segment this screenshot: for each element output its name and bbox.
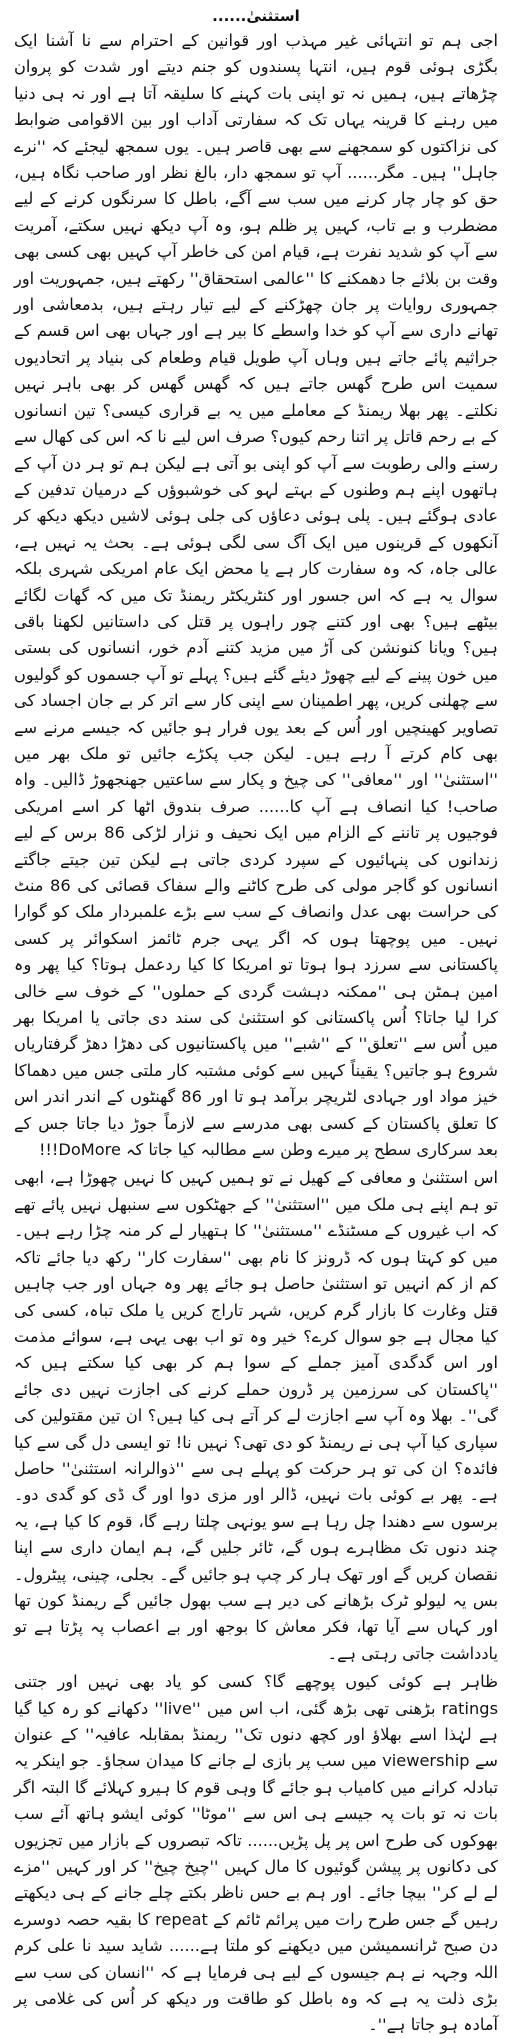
article-title: استثنیٰ...... [212,7,300,25]
article-paragraph-3: ظاہر ہے کوئی کیوں پوچھے گا؟ کسی کو یاد بھی نہیں اور جتنی ratings بڑھنی تھی بڑھ گئی، اب اس میں ''live'' دکھانے کو رہ کیا گیا ہے لہٰذا اسے بھلاؤ اور کچھ دنوں تک'' ریمنڈ بمقابلہ عافیہ'' کے عنوان سے viewership میں سب پر بازی لے جانے کا میدان سجاؤ۔ جو اینکر یہ تبادلہ کرانے میں کامیاب ہو جائے گا وہی قوم کا ہیرو کہلائے گا البتہ اگر بات نہ تو بات پہ جیسے ہی اس سے ''موٹا'' کوئی ایشو ہاتھ آئے سب بھوکوں کی طرح اس پر پل پڑیں...... تاکہ تبصروں کے بازار میں تجزیوں کی دکانوں پر پیشن گوئیوں کا مال کہیں ''چیخ چیخ'' کر اور کہیں ''مزے لے لے کر'' بیچا جائے۔ اور ہم بے حس ناظر بکتے چلے جانے کے ہی دیکھتے رہیں گے جس طرح رات میں پرائم ٹائم کے repeat کا بقیہ حصہ دوسرے دن صبح ٹرانسمیشن میں دیکھنے کو ملتا ہے...... شاید سید نا علی کرم اللہ وجہہ نے ہم جیسوں کے لیے ہی فرمایا ہے کہ ''انسان کی سب سے بڑی ذلت یہ ہے کہ وہ باطل کو طاقت ور دیکھ کر اُس کی غلامی پر آمادہ ہو جاتا ہے''۔ [14,1672,498,2035]
article-column [14,0,498,2035]
article-paragraph-2: اس استثنیٰ و معافی کے کھیل نے تو ہمیں کہیں کا نہیں چھوڑا ہے، ابھی تو ہم اپنے ہی ملک میں ''استثنیٰ'' کے جھٹکوں سے سنبھل نہیں پائے تھے کہ اب غیروں کے مسٹنڈے ''مستثنیٰ'' کا ہتھیار لے کر منہ چڑا رہے ہیں۔ میں کو کہتا ہوں کہ ڈرونز کا نام بھی ''سفارت کار'' رکھ دیا جائے تاکہ کم از کم انہیں تو استثنیٰ حاصل ہو جائے پھر وہ جہاں اور جب چاہیں قتل وغارت کا بازار گرم کریں، شہر تاراج کریں یا ملک تباہ، کسی کی کیا مجال ہے جو سوال کرے؟ خیر وہ تو اب بھی یہی ہے، سوائے مذمت اور اس گدگدی آمیز جملے کے سوا ہم کر بھی کیا سکتے ہیں کہ ''پاکستان کی سرزمین پر ڈرون حملے کرنے کی اجازت نہیں دی جائے گی''۔ بھلا وہ آپ سے اجازت لے کر آتے ہی کیا ہیں؟ ان تین مقتولین کی سپاری کیا آپ ہی نے ریمنڈ کو دی تھی؟ نہیں نا! تو ایسی دل گی سے کیا فائدہ؟ ان کی تو ہر حرکت کو پہلے ہی سے ''ذوالرانہ استثنیٰ'' حاصل ہے۔ پھر بے کوئی بات نہیں، ڈالر اور مزی دوا اور گ ڈی کو گدی دو۔ برسوں سے دھندا چل رہا ہے سو یونہی چلتا رہے گا، قوم کا کیا ہے، یہ چند دنوں تک مظاہرے ہوں گے، ٹائر جلیں گے، ہم ایمان داری سے اپنا نقصان کریں گے اور تھک ہار کر چپ ہو جائیں گے۔ بجلی، چینی، پیٹرول۔ بس یہ لیولو ٹرک بڑھانے کی دیر ہے سب بھول جائیں گے ریمنڈ کون تھا اور کہاں سے آیا تھا، فکر معاش کا بوجھ اور بے اعصاب پہ پڑتا ہے تو یادداشت جاتی رہتی ہے۔ [14,1168,498,1663]
article-paragraph-1: اجی ہم تو انتہائی غیر مہذب اور قوانین کے احترام سے نا آشنا ایک بگڑی ہوئی قوم ہیں، انتہا پسندوں کو جنم دیتے اور شدت کو پروان چڑھاتے ہیں، ہمیں نہ تو اپنی بات کہنے کا سلیقہ آتا ہے اور نہ ہی دنیا میں رہنے کا قرینہ یہاں تک کہ سفارتی آداب اور بین الاقوامی ضوابط کی نزاکتوں کو سمجھنے سے بھی قاصر ہیں۔ یوں سمجھ لیجئے کہ ''نرے جاہل'' ہیں۔ مگر...... آپ تو سمجھ دار، بالغ نظر اور صاحب نگاہ ہیں، حق کو چار چار کرنے میں سب سے آگے، باطل کا سرنگوں کرنے کے لیے مضطرب و بے تاب، کہیں پر ظلم ہو، وہ آپ دیکھ نہیں سکتے، آمریت سے آپ کو شدید نفرت ہے، قیام امن کی خاطر آپ کہیں بھی کسی بھی وقت بن بلائے جا دھمکنے کا ''عالمی استحقاق'' رکھتے ہیں، جمہوریت اور جمہوری روایات پر جان چھڑکنے کے لیے تیار رہتے ہیں، بدمعاشی اور تھانے داری سے آپ کو خدا واسطے کا بیر ہے اور جہاں بھی اس قسم کے جراثیم پائے جاتے ہیں وہاں آپ طویل قیام وطعام کی بنیاد پر اتحادیوں سمیت اس طرح گھس جاتے ہیں کہ گھس گھس کر بھی باہر نہیں نکلتے۔ پھر بھلا ریمنڈ کے معاملے میں یہ بے قراری کیسی؟ تین انسانوں کے بے رحم قاتل پر اتنا رحم کیوں؟ صرف اس لیے نا کہ اس کی کھال سے رسنے والی رطوبت سے آپ کو اپنی بو آتی ہے لیکن ہم تو ہر دن آپ کے ہاتھوں اپنے ہم وطنوں کے بہتے لہو کی خوشبوؤں کے درمیان تدفین کے عادی ہوگئے ہیں۔ پلی ہوئی دعاؤں کی جلی ہوئی لاشیں دیکھ دیکھ کر آنکھوں کے قرینوں میں ایک آگ سی لگی ہوئی ہے۔ بحث یہ نہیں ہے، عالی جاہ، کہ وہ سفارت کار ہے یا محض ایک عام امریکی شہری بلکہ سوال یہ ہے کہ اس جسور اور کنٹریکٹر ریمنڈ تک میں کہ گھات لگائے بیٹھے ہیں؟ بھی اور کتنے چور راہوں پر قتل کی داستانیں لکھنا باقی ہیں؟ ویانا کنونشن کی آڑ میں مزید کتنے آدم خور، انسانوں کی بستی میں خون پینے کے لیے چھوڑ دیئے گئے ہیں؟ پہلے تو آپ جسموں کو گولیوں سے چھلنی کریں، پھر اطمینان سے اپنی کار سے اتر کر بے جان اجساد کی تصاویر کھینچیں اور اُس کے بعد یوں فرار ہو جائیں کہ جیسے مرنے سے بھی کام کرتے آ رہے ہیں۔ لیکن جب پکڑے جائیں تو ملک بھر میں ''استثنیٰ'' اور ''معافی'' کی چیخ و پکار سے ساعتیں جھنجھوڑ ڈالیں۔ واہ صاحب! کیا انصاف ہے آپ کا...... صرف بندوق اٹھا کر اسے امریکی فوجیوں پر تاننے کے الزام میں ایک نحیف و نزار لڑکی 86 برس کے لیے زندانوں کی پنہائیوں کے سپرد کردی جاتی ہے لیکن تین جیتے جاگتے انسانوں کو گاجر مولی کی طرح کاٹنے والے سفاک قصائی کی 86 منٹ کی حراست بھی عدل وانصاف کے سب سے بڑے علمبردار ملک کو گوارا نہیں۔ میں پوچھتا ہوں کہ اگر یہی جرم ٹائمز اسکوائر پر کسی پاکستانی سے سرزد ہوا ہوتا تو امریکا کا کیا ردعمل ہوتا؟ کیا پھر وہ امین ہمٹن ہی ''ممکنہ دہشت گردی کے حملوں'' کے خوف سے خالی کرا لیا جاتا؟ اُس پاکستانی کو استثنیٰ کی سند دی جاتی یا امریکا بھر میں اُس سے ''تعلق'' کے ''شبے'' میں پاکستانیوں کی دھڑا دھڑ گرفتاریاں شروع ہو جاتیں؟ یقیناً کہیں سے کوئی مشتبہ کار ملتی جس میں دھماکا خیز مواد اور جہادی لٹریچر برآمد ہو تا اور 86 گھنٹوں کے اندر اندر اس کا تعلق پاکستان کے کسی بھی مدرسے سے لازماً جوڑ دیا جاتا جس کے بعد سرکاری سطح پر میرے وطن سے مطالبہ کیا جاتا کہ DoMore!!! [14,31,498,1160]
